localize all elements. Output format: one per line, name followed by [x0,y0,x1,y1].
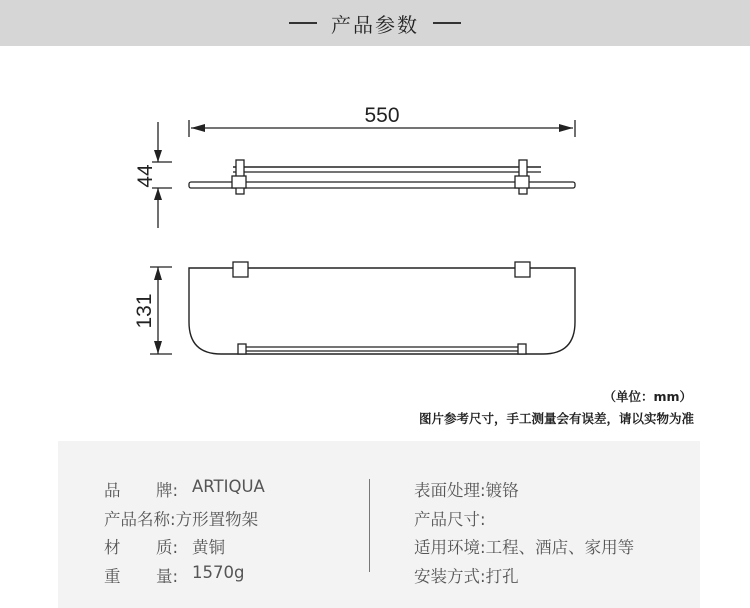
depth-arrow-top [154,267,162,280]
spec-column-right [414,477,634,591]
depth-arrow-bottom [154,341,162,354]
shelf-top-view-outline [189,268,575,354]
width-arrow-right [559,124,573,132]
section-header [0,0,750,46]
spec-row-weight [104,563,265,592]
width-arrow-left [191,124,205,132]
top-view-left-holder [238,344,246,354]
spec-divider [369,479,370,572]
spec-value-brand: ARTIQUA [192,477,265,496]
spec-row-material [104,534,265,563]
height-arrow-top [154,150,162,162]
top-view-left-bracket [233,262,248,277]
spec-key-environment: 适用环境: [414,538,486,558]
depth-label: 131 [133,293,156,329]
spec-column-left [104,477,265,591]
unit-note: （单位：mm） [603,389,692,404]
section-title: 产品参数 [331,12,419,37]
measurement-disclaimer: 图片参考尺寸，手工测量会有误差，请以实物为准 [418,411,694,426]
spec-key-installation: 安装方式: [414,566,486,586]
header-right-dash [433,22,461,24]
dimension-drawing-svg [0,46,750,376]
spec-value-installation: 打孔 [485,566,519,586]
spec-key-weight: 重 量: [104,566,178,586]
spec-key-product-name: 产品名称: [104,509,176,529]
spec-row-brand [104,477,265,506]
spec-key-size: 产品尺寸: [414,509,486,529]
spec-value-weight: 1570g [192,562,245,582]
right-bracket-clamp [515,176,529,188]
left-bracket-clamp [232,176,246,188]
spec-key-finish: 表面处理: [414,481,486,500]
height-label: 44 [134,164,157,188]
height-arrow-bottom [154,188,162,200]
spec-value-environment: 工程、酒店、家用等 [485,538,635,558]
spec-row-finish [414,477,634,506]
technical-drawing [0,46,750,376]
spec-key-material: 材 质: [104,538,178,558]
top-view-right-holder [518,344,526,354]
spec-key-brand: 品 牌: [104,481,178,500]
spec-row-size [414,506,634,535]
width-label: 550 [364,104,400,127]
spec-value-material: 黄铜 [192,538,225,558]
header-left-dash [289,22,317,24]
spec-value-finish: 镀铬 [485,481,519,500]
spec-row-product-name [104,506,265,535]
spec-row-installation [414,563,634,592]
spec-value-product-name: 方形置物架 [175,509,259,529]
spec-row-environment [414,534,634,563]
top-view-right-bracket [515,262,530,277]
spec-panel [58,441,700,608]
